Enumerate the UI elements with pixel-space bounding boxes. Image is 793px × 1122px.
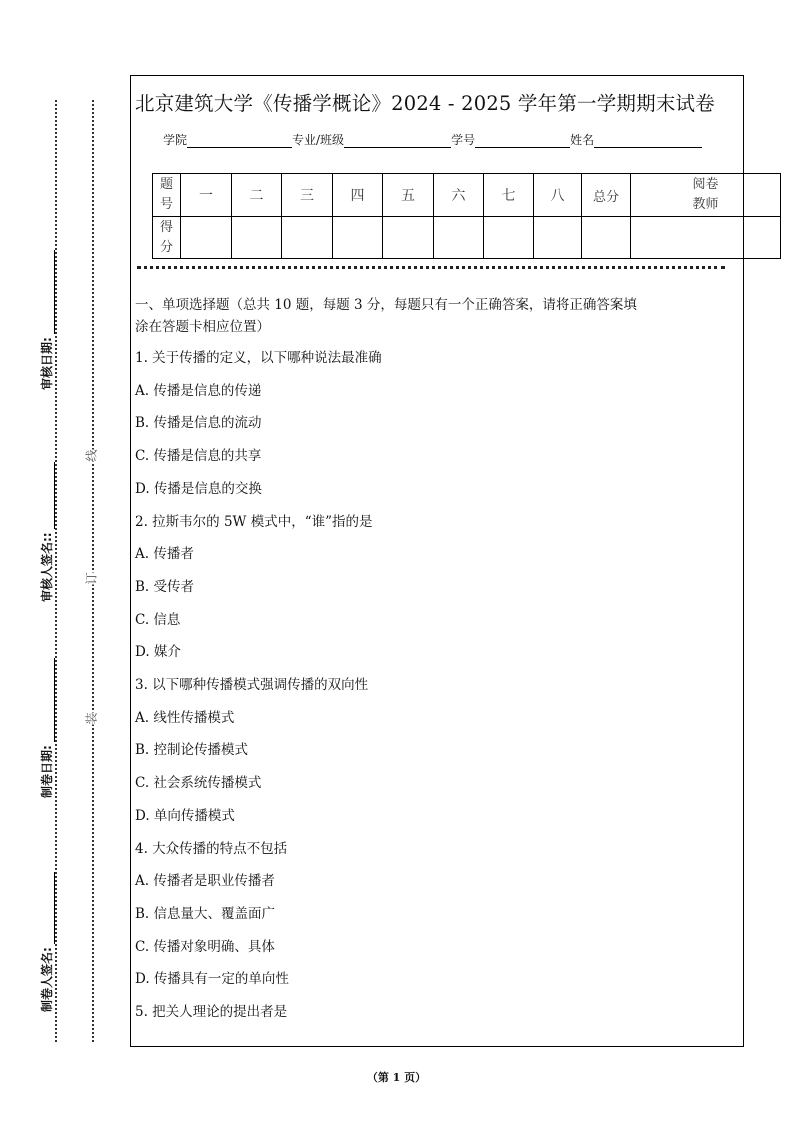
question-stem: 1. 关于传播的定义，以下哪种说法最准确 xyxy=(135,350,382,366)
review-date-field xyxy=(35,250,55,390)
col-header: 四 xyxy=(333,174,383,217)
binding-line xyxy=(92,100,94,1042)
score-cell[interactable] xyxy=(333,217,383,259)
score-cell[interactable] xyxy=(534,217,582,259)
major-input[interactable] xyxy=(344,133,451,148)
exam-title: 北京建筑大学《传播学概论》2024 - 2025 学年第一学期期末试卷 xyxy=(135,92,715,115)
section-heading: 一、单项选择题（总共 10 题，每题 3 分，每题只有一个正确答案，请将正确答案填 xyxy=(135,297,637,313)
label: 制卷日期: xyxy=(40,745,54,798)
answer-option[interactable]: D. 传播具有一定的单向性 xyxy=(135,971,289,988)
score-table xyxy=(152,173,781,259)
col-header: 八 xyxy=(534,174,582,217)
answer-option[interactable]: A. 传播是信息的传递 xyxy=(135,382,262,399)
label: 制卷人签名: xyxy=(40,947,54,1012)
answer-option[interactable]: C. 社会系统传播模式 xyxy=(135,775,262,792)
question-stem: 3. 以下哪种传播模式强调传播的双向性 xyxy=(135,677,369,693)
score-cell[interactable] xyxy=(383,217,434,259)
student-info-fields xyxy=(163,131,702,148)
answer-option[interactable]: A. 传播者是职业传播者 xyxy=(135,873,275,890)
college-input[interactable] xyxy=(187,133,292,148)
binding-mark-zhuang: 装 xyxy=(81,712,102,724)
col-header: 五 xyxy=(383,174,434,217)
section-heading-cont: 涂在答题卡相应位置） xyxy=(135,319,270,335)
answer-option[interactable]: D. 媒介 xyxy=(135,644,181,661)
col-header: 六 xyxy=(434,174,484,217)
answer-option[interactable]: B. 控制论传播模式 xyxy=(135,742,249,759)
col-header: 一 xyxy=(181,174,232,217)
question-stem: 5. 把关人理论的提出者是 xyxy=(135,1004,288,1020)
row-label: 得 分 xyxy=(153,217,181,259)
student-id-input[interactable] xyxy=(475,133,570,148)
reviewer-signature-field xyxy=(35,462,55,602)
question-number-row xyxy=(153,174,781,217)
label: 审核日期: xyxy=(40,337,54,390)
score-cell[interactable] xyxy=(282,217,333,259)
row-label: 题 号 xyxy=(153,174,181,217)
name-label: 姓名 xyxy=(570,133,595,147)
answer-option[interactable]: C. 传播对象明确、具体 xyxy=(135,938,275,955)
answer-option[interactable]: A. 传播者 xyxy=(135,546,194,563)
college-label: 学院 xyxy=(163,133,188,147)
prepare-date-field xyxy=(35,658,55,798)
col-header: 二 xyxy=(232,174,282,217)
answer-option[interactable]: C. 传播是信息的共享 xyxy=(135,448,262,465)
answer-option[interactable]: A. 线性传播模式 xyxy=(135,709,235,726)
binding-mark-xian: 线 xyxy=(81,449,102,461)
score-cell[interactable] xyxy=(631,217,781,259)
answer-option[interactable]: B. 信息量大、覆盖面广 xyxy=(135,905,276,922)
major-label: 专业/班级 xyxy=(292,133,345,147)
answer-option[interactable]: B. 受传者 xyxy=(135,578,195,595)
score-cell[interactable] xyxy=(181,217,232,259)
binding-mark-ding: 订 xyxy=(81,572,102,584)
question-stem: 2. 拉斯韦尔的 5W 模式中，“谁”指的是 xyxy=(135,513,373,530)
label: 审核人签名:: xyxy=(40,532,54,602)
name-input[interactable] xyxy=(594,133,702,148)
col-header: 三 xyxy=(282,174,333,217)
col-header: 七 xyxy=(484,174,534,217)
score-cell[interactable] xyxy=(582,217,631,259)
col-header: 总分 xyxy=(582,174,631,217)
score-cell[interactable] xyxy=(232,217,282,259)
preparer-signature-field xyxy=(35,872,55,1012)
dotted-separator xyxy=(137,266,725,269)
score-cell[interactable] xyxy=(484,217,534,259)
student-id-label: 学号 xyxy=(451,133,476,147)
page-number: （第 1 页） xyxy=(366,1071,427,1084)
outer-cut-line xyxy=(55,100,57,1042)
answer-option[interactable]: D. 单向传播模式 xyxy=(135,807,235,824)
answer-option[interactable]: C. 信息 xyxy=(135,611,181,628)
score-cell[interactable] xyxy=(434,217,484,259)
question-stem: 4. 大众传播的特点不包括 xyxy=(135,840,288,857)
answer-option[interactable]: D. 传播是信息的交换 xyxy=(135,480,262,497)
answer-option[interactable]: B. 传播是信息的流动 xyxy=(135,415,262,432)
col-header: 阅卷 教师 xyxy=(631,174,781,217)
score-row xyxy=(153,217,781,259)
